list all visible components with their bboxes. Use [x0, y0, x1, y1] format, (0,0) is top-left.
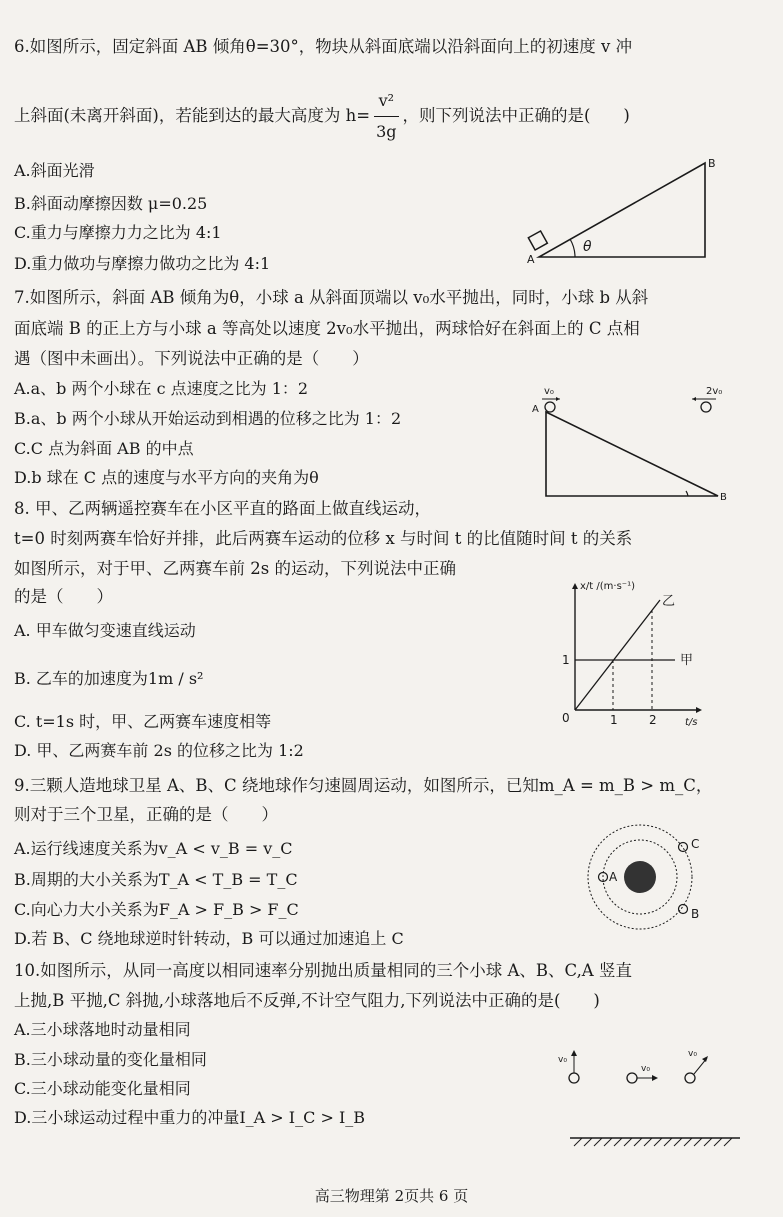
q8-x-tick-1: 1 — [610, 713, 618, 727]
q7-v0-arrowhead — [556, 397, 560, 401]
q6-block — [528, 231, 547, 250]
q6-stem-line2-end: ，则下列说法中正确的是( ) — [402, 106, 630, 125]
q8-xlabel: t/s — [685, 717, 698, 728]
q8-stem-line3: 如图所示，对于甲、乙两赛车前 2s 的运动，下列说法中正确 — [14, 559, 456, 578]
q6-height-fraction — [374, 86, 398, 147]
q8-y-tick-1: 1 — [562, 653, 570, 667]
q8-stem-line4: 的是（ ） — [14, 587, 113, 606]
q8-xt-graph — [560, 575, 710, 728]
q7-stem-line2: 面底端 B 的正上方与小球 a 等高处以速度 2v₀水平抛出，两球恰好在斜面上的 C 点相 — [14, 319, 640, 338]
q7-incline-triangle — [546, 412, 718, 496]
q10-stem-line1: 10.如图所示，从同一高度以相同速率分别抛出质量相同的三个小球 A、B、C,A 竖直 — [14, 961, 632, 980]
q8-label-jia: 甲 — [680, 653, 694, 668]
q10-ball-a — [569, 1073, 579, 1083]
q8-option-d: D. 甲、乙两赛车前 2s 的位移之比为 1:2 — [14, 741, 304, 760]
page-footer: 高三物理第 2页共 6 页 — [314, 1187, 469, 1205]
q8-x-arrow — [696, 707, 702, 713]
q6-stem-line1: 6.如图所示，固定斜面 AB 倾角θ=30°，物块从斜面底端以沿斜面向上的初速度 v 冲 — [14, 37, 633, 56]
q7-option-a: A.a、b 两个小球在 c 点速度之比为 1：2 — [14, 379, 309, 398]
q6-option-a: A.斜面光滑 — [14, 161, 95, 180]
q7-incline-figure — [528, 386, 768, 510]
q8-option-c: C. t=1s 时，甲、乙两赛车速度相等 — [14, 712, 272, 731]
q10-option-d: D.三小球运动过程中重力的冲量I_A > I_C > I_B — [14, 1108, 366, 1127]
q6-angle-arc — [570, 239, 575, 257]
q7-label-b: B — [720, 492, 727, 503]
q6-incline-figure — [525, 155, 725, 265]
q10-label-v0-a: v₀ — [558, 1055, 567, 1065]
q10-arrowhead-a — [571, 1050, 577, 1056]
q8-origin: 0 — [562, 711, 570, 725]
q8-line-yi — [575, 600, 660, 710]
q6-option-c: C.重力与摩擦力力之比为 4:1 — [14, 223, 222, 242]
q9-stem-line1: 9.三颗人造地球卫星 A、B、C 绕地球作匀速圆周运动，如图所示，已知m_A = m_B > m_C， — [14, 776, 713, 795]
q10-option-b: B.三小球动量的变化量相同 — [14, 1050, 207, 1069]
q10-label-v0-c: v₀ — [688, 1049, 697, 1059]
q7-ball-b — [701, 402, 711, 412]
q8-y-arrow — [572, 583, 578, 589]
q8-stem-line1: 8. 甲、乙两辆遥控赛车在小区平直的路面上做直线运动， — [14, 499, 431, 518]
q7-stem-line3: 遇（图中未画出）。下列说法中正确的是（ ） — [14, 349, 369, 368]
q8-ylabel: x/t /(m·s⁻¹) — [580, 581, 635, 592]
q6-incline-triangle — [539, 163, 705, 257]
q7-option-c: C.C 点为斜面 AB 的中点 — [14, 439, 194, 458]
q6-option-d: D.重力做功与摩擦力做功之比为 4:1 — [14, 254, 271, 273]
q10-projectile-figure — [550, 1040, 750, 1150]
q7-label-v0: v₀ — [544, 386, 554, 397]
q7-label-2v0: 2v₀ — [706, 386, 723, 397]
q7-option-b: B.a、b 两个小球从开始运动到相遇的位移之比为 1：2 — [14, 409, 402, 428]
q9-label-c: C — [691, 837, 700, 851]
q6-option-b: B.斜面动摩擦因数 μ=0.25 — [14, 194, 208, 213]
q6-label-a: A — [527, 253, 535, 266]
q10-ball-b — [627, 1073, 637, 1083]
q9-option-d: D.若 B、C 绕地球逆时针转动，B 可以通过加速追上 C — [14, 929, 404, 948]
q9-option-c: C.向心力大小关系为F_A > F_B > F_C — [14, 900, 299, 919]
q8-x-tick-2: 2 — [649, 713, 657, 727]
q7-ball-a — [545, 402, 555, 412]
q9-label-b: B — [691, 907, 700, 921]
q10-stem-line2: 上抛,B 平抛,C 斜抛,小球落地后不反弹,不计空气阻力,下列说法中正确的是( ) — [14, 991, 600, 1010]
q8-label-yi: 乙 — [662, 594, 676, 609]
q8-option-a: A. 甲车做匀变速直线运动 — [14, 621, 196, 640]
q9-satellite-b — [679, 905, 688, 914]
q9-option-b: B.周期的大小关系为T_A < T_B = T_C — [14, 870, 298, 889]
q9-label-a: A — [609, 870, 618, 884]
q10-arrowhead-b — [652, 1075, 658, 1081]
q7-option-d: D.b 球在 C 点的速度与水平方向的夹角为θ — [14, 468, 319, 487]
q10-label-v0-b: v₀ — [641, 1064, 650, 1074]
q10-option-c: C.三小球动能变化量相同 — [14, 1079, 191, 1098]
q6-label-b: B — [708, 157, 716, 170]
q9-earth — [624, 861, 656, 893]
q9-option-a: A.运行线速度关系为v_A < v_B = v_C — [14, 839, 293, 858]
q10-arrowhead-c — [702, 1056, 708, 1062]
q10-ball-c — [685, 1073, 695, 1083]
q6-stem-line2-text: 上斜面(未离开斜面)，若能到达的最大高度为 h= — [14, 106, 371, 125]
q8-stem-line2: t=0 时刻两赛车恰好并排，此后两赛车运动的位移 x 与时间 t 的比值随时间 t 的关系 — [14, 529, 633, 548]
q9-stem-line2: 则对于三个卫星，正确的是（ ） — [14, 805, 278, 824]
q9-satellite-c — [679, 843, 688, 852]
q10-option-a: A.三小球落地时动量相同 — [14, 1020, 191, 1039]
q6-fraction-numerator: v² — [374, 86, 398, 117]
q6-fraction-denominator: 3g — [376, 122, 397, 141]
q6-label-theta: θ — [583, 239, 592, 255]
q7-label-a: A — [532, 404, 539, 415]
q8-option-b: B. 乙车的加速度为1m / s² — [14, 669, 204, 688]
q7-stem-line1: 7.如图所示，斜面 AB 倾角为θ，小球 a 从斜面顶端以 v₀水平抛出，同时，小球 b 从斜 — [14, 288, 649, 307]
q7-2v0-arrowhead — [692, 397, 696, 401]
q10-ground-hatching — [574, 1138, 732, 1146]
q9-orbit-figure — [580, 822, 720, 932]
q6-stem-line2 — [14, 86, 630, 147]
